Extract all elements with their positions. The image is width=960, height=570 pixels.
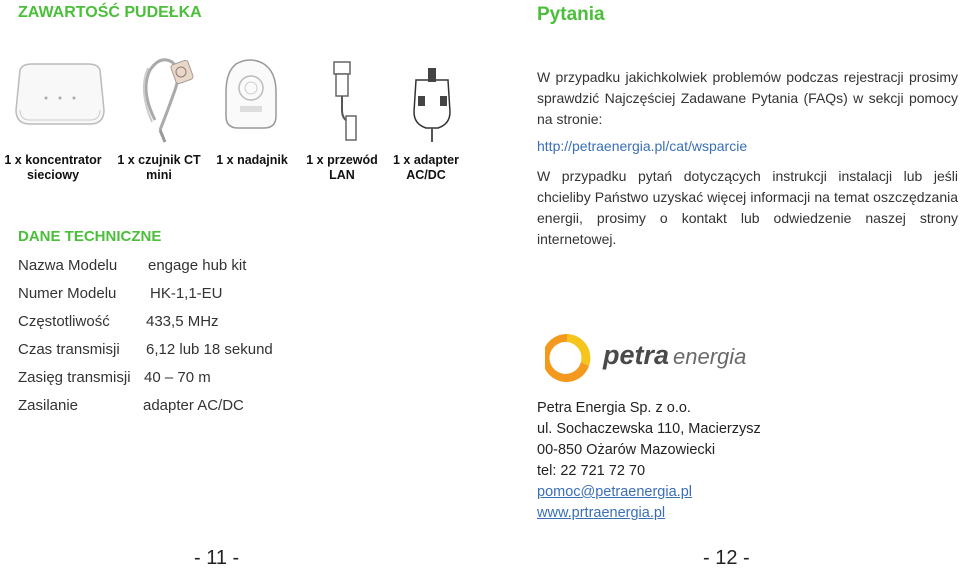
- spec-row-model-name: [18, 257, 247, 279]
- questions-heading: Pytania: [537, 4, 605, 25]
- spec-row-power: [18, 397, 244, 419]
- website-link-wrap: [537, 503, 665, 524]
- support-link[interactable]: http://petraenergia.pl/cat/wsparcie: [537, 138, 748, 154]
- spec-value: 40 – 70 m: [144, 369, 211, 386]
- item-label-transmitter: 1 x nadajnik: [216, 153, 288, 167]
- company-phone: tel: 22 721 72 70: [537, 463, 646, 479]
- spec-value: engage hub kit: [148, 257, 247, 274]
- contact-paragraph: W przypadku pytań dotyczących instrukcji instalacji lub jeśli chcieliby Państwo uzyskać więcej informacji na temat oszczędzania energii, prosimy o kontakt lub odwiedzenie naszej strony internetowej.: [537, 168, 958, 247]
- spec-row-model-number: [18, 285, 223, 307]
- website-link[interactable]: www.prtraenergia.pl: [537, 505, 666, 521]
- faq-paragraph: W przypadku jakichkolwiek problemów podczas rejestracji prosimy sprawdzić Najczęściej Zadawane Pytania (FAQs) w sekcji pomocy na stronie:: [537, 69, 958, 127]
- transmitter-icon: [226, 60, 276, 128]
- specs-title: DANE TECHNICZNE: [18, 228, 162, 245]
- spec-row-frequency: [18, 313, 219, 335]
- petra-energia-logo: [545, 330, 755, 382]
- spec-value: 6,12 lub 18 sekund: [146, 341, 273, 358]
- lan-cable-icon: [334, 62, 356, 140]
- company-street: ul. Sochaczewska 110, Macierzysz: [537, 421, 761, 437]
- spec-value: adapter AC/DC: [143, 397, 244, 414]
- company-city: 00-850 Ożarów Mazowiecki: [537, 442, 716, 458]
- spec-label: Zasilanie: [18, 397, 79, 414]
- spec-label: Częstotliwość: [18, 313, 110, 330]
- ac-adapter-icon: [414, 68, 450, 142]
- box-contents-illustrations: [0, 50, 475, 150]
- hub-icon: [16, 64, 104, 124]
- petra-logo-mark-icon: [545, 330, 755, 382]
- item-label-adapter: 1 x adapter AC/DC: [392, 153, 459, 182]
- item-label-ct-sensor: 1 x czujnik CT mini: [117, 153, 201, 182]
- item-label-hub: 1 x koncentrator sieciowy: [4, 153, 102, 182]
- spec-label: Zasięg transmisji: [18, 369, 131, 386]
- svg-text:energia: energia: [673, 344, 747, 369]
- svg-text:petra: petra: [603, 340, 670, 370]
- page-number-right: - 12 -: [703, 547, 750, 569]
- ct-sensor-icon: [144, 60, 194, 142]
- spec-row-transmission-time: [18, 341, 273, 363]
- email-link[interactable]: pomoc@petraenergia.pl: [537, 484, 692, 500]
- spec-label: Czas transmisji: [18, 341, 120, 358]
- box-contents-heading: ZAWARTOŚĆ PUDEŁKA: [18, 4, 202, 21]
- item-label-lan-cable: 1 x przewód LAN: [306, 153, 378, 182]
- page-number-left: - 11 -: [194, 547, 240, 569]
- spec-label: Nazwa Modelu: [18, 257, 118, 274]
- spec-value: 433,5 MHz: [146, 313, 219, 330]
- spec-row-transmission-range: [18, 369, 211, 391]
- company-name: Petra Energia Sp. z o.o.: [537, 400, 691, 416]
- spec-label: Numer Modelu: [18, 285, 117, 302]
- spec-value: HK-1,1-EU: [150, 285, 223, 302]
- email-link-wrap: [537, 482, 692, 503]
